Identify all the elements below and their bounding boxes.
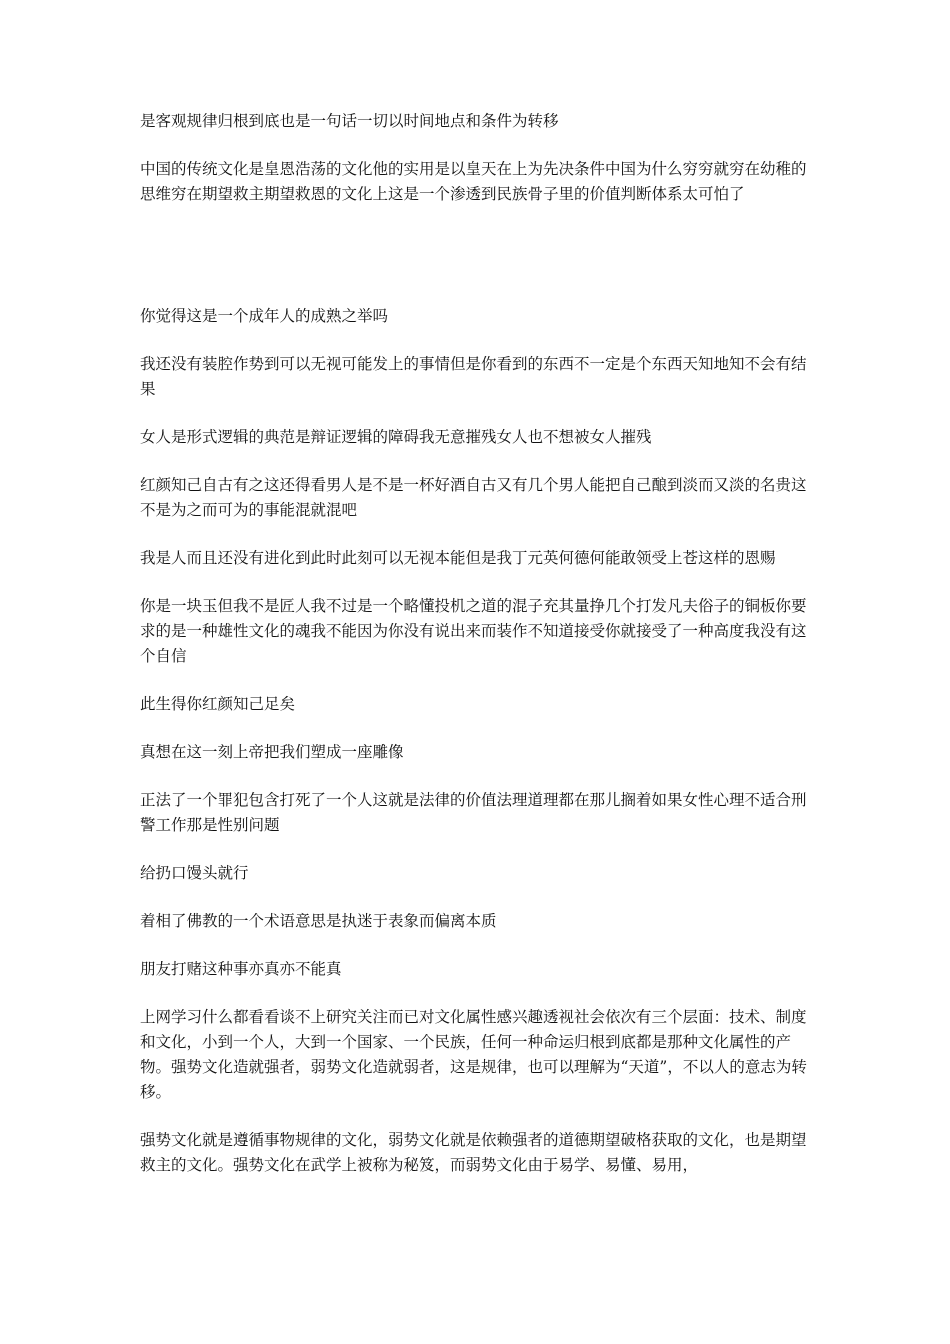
paragraph-2: 中国的传统文化是皇恩浩荡的文化他的实用是以皇天在上为先决条件中国为什么穷穷就穷在幼稚的思维穷在期望救主期望救恩的文化上这是一个渗透到民族骨子里的价值判断体系太可怕了	[140, 160, 807, 203]
paragraph-8: 你是一块玉但我不是匠人我不过是一个略懂投机之道的混子充其量挣几个打发凡夫俗子的铜板你要求的是一种雄性文化的魂我不能因为你没有说出来而装作不知道接受你就接受了一种高度我没有这个自信	[140, 597, 807, 665]
blank-gap	[140, 230, 812, 304]
paragraph-6: 红颜知己自古有之这还得看男人是不是一杯好酒自古又有几个男人能把自己酿到淡而又淡的名贵这不是为之而可为的事能混就混吧	[140, 476, 807, 519]
paragraph-15: 上网学习什么都看看谈不上研究关注而已对文化属性感兴趣透视社会依次有三个层面：技术、制度和文化，小到一个人，大到一个国家、一个民族，任何一种命运归根到底都是那种文化属性的产物。强势文化造就强者，弱势文化造就弱者，这是规律，也可以理解为“天道”，不以人的意志为转移。	[140, 1008, 807, 1101]
paragraph-4: 我还没有装腔作势到可以无视可能发上的事情但是你看到的东西不一定是个东西天知地知不会有结果	[140, 355, 807, 398]
paragraph-1: 是客观规律归根到底也是一句话一切以时间地点和条件为转移	[140, 112, 559, 130]
paragraph-11: 正法了一个罪犯包含打死了一个人这就是法律的价值法理道理都在那儿搁着如果女性心理不适合刑警工作那是性别问题	[140, 791, 807, 834]
paragraph-3: 你觉得这是一个成年人的成熟之举吗	[140, 307, 389, 325]
document-page	[140, 109, 812, 1201]
paragraph-7: 我是人而且还没有进化到此时此刻可以无视本能但是我丁元英何德何能敢领受上苍这样的恩赐	[140, 549, 776, 567]
paragraph-12: 给扔口馒头就行	[140, 864, 249, 882]
paragraph-13: 着相了佛教的一个术语意思是执迷于表象而偏离本质	[140, 912, 497, 930]
paragraph-16: 强势文化就是遵循事物规律的文化，弱势文化就是依赖强者的道德期望破格获取的文化，也是期望救主的文化。强势文化在武学上被称为秘笈，而弱势文化由于易学、易懂、易用，	[140, 1131, 807, 1174]
paragraph-10: 真想在这一刻上帝把我们塑成一座雕像	[140, 743, 404, 761]
paragraph-14: 朋友打赌这种事亦真亦不能真	[140, 960, 342, 978]
paragraph-9: 此生得你红颜知己足矣	[140, 695, 296, 713]
paragraph-5: 女人是形式逻辑的典范是辩证逻辑的障碍我无意摧残女人也不想被女人摧残	[140, 428, 652, 446]
